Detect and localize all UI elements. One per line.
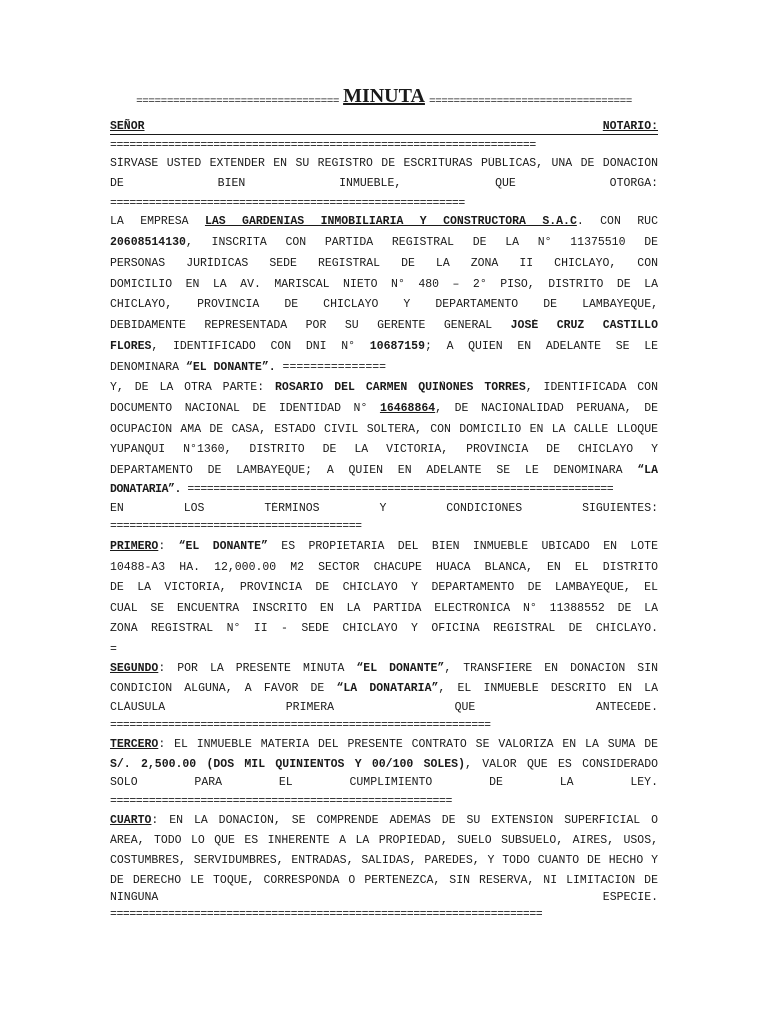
donataria-alias: DONATARIA”.: [110, 483, 181, 496]
salutation: [110, 120, 658, 135]
text: , INSCRITA CON PARTIDA REGISTRAL DE LA N° 11375510 DE: [185, 236, 658, 249]
cuarto-line: COSTUMBRES, SERVIDUMBRES, ENTRADAS, SALIDAS, PAREDES, Y TODO CUANTO DE HECHO Y: [110, 854, 658, 867]
donante-line: PERSONAS JURÍDICAS SEDE REGISTRAL DE LA ZONA II CHICLAYO, CON: [110, 257, 658, 270]
ruc-number: 20608514130: [110, 236, 186, 249]
donante-line: DOMICILIO EN LA AV. MARISCAL NIETO N° 480 – 2° PISO, DISTRITO DE LA: [110, 278, 658, 291]
tercero-line: SOLO PARA EL CUMPLIMIENTO DE LA LEY.: [110, 776, 658, 789]
segundo-line: CLÁUSULA PRIMERA QUE ANTECEDE.: [110, 701, 658, 714]
donante-alias: “EL DONANTE”: [178, 540, 268, 553]
donante-alias: “EL DONANTE”.: [185, 361, 276, 374]
donataria-name: ROSARIO DEL CARMEN QUIÑONES TORRES: [275, 381, 526, 394]
primero-line: CUAL SE ENCUENTRA INSCRITO EN LA PARTIDA ELECTRÓNICA N° 11388552 DE LA: [110, 602, 658, 615]
salutation-left: SEÑOR: [110, 120, 145, 133]
text: LA EMPRESA: [110, 215, 205, 228]
page-title: MINUTA: [343, 86, 425, 107]
separator: ===========================================================: [110, 719, 491, 732]
donante-line: [110, 319, 658, 333]
donante-line: [110, 215, 658, 229]
text: DEPARTAMENTO DE LAMBAYEQUE; A QUIEN EN ADELANTE SE LE DENOMINARA: [110, 464, 638, 477]
primero-line: 10488-A3 HA. 12,000.00 M2 SECTOR CHACUPE HUACA BLANCA, EN EL DISTRITO: [110, 561, 658, 574]
segundo-line: [110, 662, 658, 676]
salutation-right: NOTARIO:: [602, 120, 658, 133]
donataria-alias: “LA: [637, 464, 658, 477]
cuarto-line: ÁREA, TODO LO QUE ES INHERENTE A LA PROPIEDAD, SUELO SUBSUELO, AIRES, USOS,: [110, 834, 658, 847]
text: , IDENTIFICADA CON: [525, 381, 658, 394]
text: DOCUMENTO NACIONAL DE IDENTIDAD N°: [110, 402, 380, 415]
clause-label: SEGUNDO: [110, 662, 159, 675]
separator: =======================================: [110, 520, 362, 533]
clause-label: CUARTO: [110, 814, 152, 827]
intro-line: DE BIEN INMUEBLE, QUE OTORGA:: [110, 177, 658, 190]
tercero-line: [110, 758, 658, 772]
primero-line: ZONA REGISTRAL N° II - SEDE CHICLAYO Y OFICINA REGISTRAL DE CHICLAYO.: [110, 622, 658, 635]
text: CONDICIÓN ALGUNA, A FAVOR DE: [110, 682, 337, 695]
text: :: [158, 540, 179, 553]
primero-line: =: [110, 643, 117, 656]
title-fill-left: =================================: [136, 96, 340, 108]
text: DEBIDAMENTE REPRESENTADA POR SU GERENTE GENERAL: [110, 319, 511, 332]
cuarto-line: NINGUNA ESPECIE.: [110, 891, 658, 904]
donataria-line: OCUPACIÓN AMA DE CASA, ESTADO CIVIL SOLTERA, CON DOMICILIO EN LA CALLE LLOQUE: [110, 423, 658, 436]
donataria-line: YUPANQUI N°1360, DISTRITO DE LA VICTORIA, PROVINCIA DE CHICLAYO Y: [110, 443, 658, 456]
text: DENOMINARA: [110, 361, 186, 374]
text: : POR LA PRESENTE MINUTA: [158, 662, 357, 675]
text: ==================================================================: [180, 483, 614, 496]
manager-name: FLORES: [110, 340, 152, 353]
text: Y, DE LA OTRA PARTE:: [110, 381, 276, 394]
text: , TRANSFIERE EN DONACIÓN SIN: [444, 662, 658, 675]
text: , EL INMUEBLE DESCRITO EN LA: [438, 682, 658, 695]
text: , VALOR QUE ES CONSIDERADO: [465, 758, 658, 771]
title-row: [110, 86, 658, 108]
text: , DE NACIONALIDAD PERUANA, DE: [435, 402, 658, 415]
separator: =======================================================: [110, 197, 465, 210]
clause-label: TERCERO: [110, 738, 159, 751]
donataria-line: [110, 381, 658, 395]
donataria-dni: 16468864: [379, 402, 436, 415]
donante-line: [110, 361, 658, 375]
donataria-line: [110, 483, 658, 497]
clause-label: PRIMERO: [110, 540, 159, 553]
donante-line: [110, 236, 658, 250]
text: : EL INMUEBLE MATERIA DEL PRESENTE CONTRATO SE VALORIZA EN LA SUMA DE: [158, 738, 658, 751]
amount: S/. 2,500.00 (DOS MIL QUINIENTOS Y 00/100 SOLES): [110, 758, 465, 771]
segundo-line: [110, 682, 658, 696]
donataria-line: [110, 464, 658, 478]
primero-line: DE LA VICTORIA, PROVINCIA DE CHICLAYO Y DEPARTAMENTO DE LAMBAYEQUE, EL: [110, 581, 658, 594]
text: , IDENTIFICADO CON DNI N°: [151, 340, 370, 353]
separator: =====================================================: [110, 795, 452, 808]
separator: ==================================================================: [110, 139, 536, 152]
intro-line: SÍRVASE USTED EXTENDER EN SU REGISTRO DE ESCRITURAS PÚBLICAS, UNA DE DONACIÓN: [110, 157, 658, 170]
text: ===============: [275, 361, 387, 374]
company-name: LAS GARDENIAS INMOBILIARIA Y CONSTRUCTORA S.A.C: [204, 215, 577, 228]
title-fill-right: =================================: [428, 96, 632, 108]
cuarto-line: DE DERECHO LE TOQUE, CORRESPONDA O PERTENEZCA, SIN RESERVA, NI LIMITACIÓN DE: [110, 874, 658, 887]
primero-line: [110, 540, 658, 554]
text: : EN LA DONACIÓN, SE COMPRENDE ADEMÁS DE SU EXTENSIÓN SUPERFICIAL O: [151, 814, 658, 827]
donataria-line: [110, 402, 658, 416]
separator: ===================================================================: [110, 908, 543, 921]
cuarto-line: [110, 814, 658, 828]
donante-line: [110, 340, 658, 354]
manager-name: JOSÉ CRUZ CASTILLO: [510, 319, 658, 332]
donante-alias: “EL DONANTE”: [356, 662, 445, 675]
text: ES PROPIETARIA DEL BIEN INMUEBLE UBICADO EN LOTE: [267, 540, 658, 553]
donante-line: CHICLAYO, PROVINCIA DE CHICLAYO Y DEPARTAMENTO DE LAMBAYEQUE,: [110, 298, 658, 311]
text: . CON RUC: [576, 215, 658, 228]
tercero-line: [110, 738, 658, 752]
donataria-alias: “LA DONATARIA”: [336, 682, 439, 695]
text: ; A QUIEN EN ADELANTE SE LE: [424, 340, 658, 353]
conditions-line: EN LOS TÉRMINOS Y CONDICIONES SIGUIENTES:: [110, 502, 658, 515]
dni-number: 10687159: [369, 340, 425, 353]
